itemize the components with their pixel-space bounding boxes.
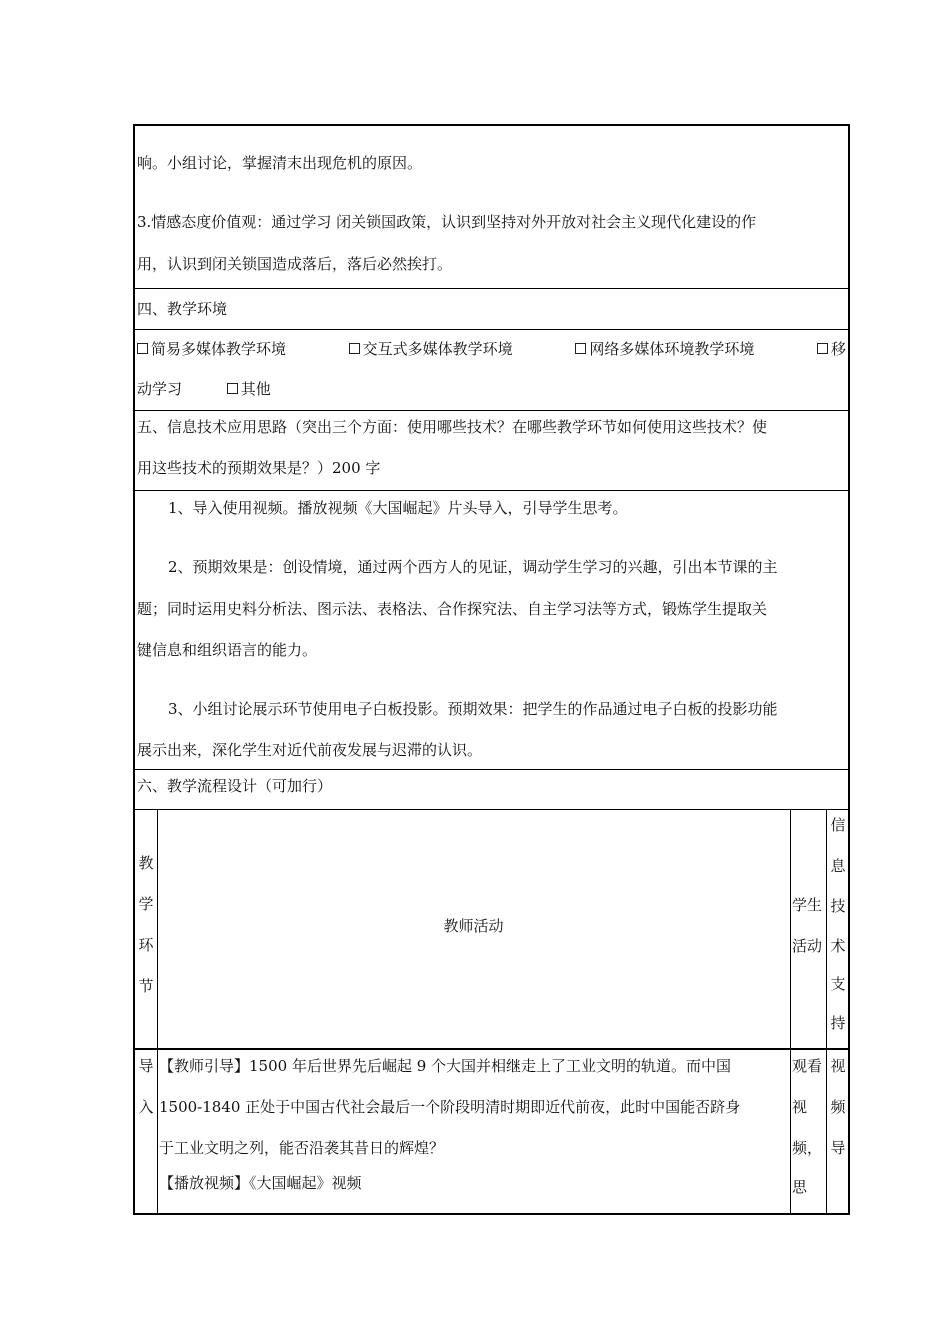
row-teacher-line-1: 【教师引导】1500 年后世界先后崛起 9 个大国并相继走上了工业文明的轨道。而中国 — [159, 1057, 732, 1075]
it-plan-heading-line-2: 用这些技术的预期效果是？）200 字 — [137, 459, 381, 477]
objectives-line-2: 3.情感态度价值观：通过学习 闭关锁国政策，认识到坚持对外开放对社会主义现代化建设的作 — [137, 213, 757, 231]
environment-heading: 四、教学环境 — [137, 300, 228, 318]
row-student-line: 视 — [792, 1098, 808, 1116]
it-plan-paragraph-3-line-1: 3、小组讨论展示环节使用电子白板投影。预期效果：把学生的作品通过电子白板的投影功能 — [168, 700, 778, 718]
row-stage-char: 导 — [138, 1057, 154, 1075]
it-plan-heading-row — [135, 411, 848, 491]
it-plan-paragraph-2-line-3: 键信息和组织语言的能力。 — [137, 641, 318, 659]
header-it-char: 息 — [830, 857, 846, 875]
flow-row-intro — [135, 1052, 848, 1213]
header-student-line-1: 学生 — [792, 896, 823, 914]
header-it-char: 持 — [830, 1014, 846, 1032]
option-other[interactable]: 其他 — [227, 378, 271, 399]
row-stage-char: 入 — [138, 1098, 154, 1116]
header-stage-char: 节 — [138, 977, 154, 995]
header-teacher-activity: 教师活动 — [443, 917, 504, 935]
row-it-char: 导 — [830, 1139, 846, 1157]
checkbox-icon[interactable] — [227, 383, 238, 394]
option-simple-multimedia[interactable]: 简易多媒体教学环境 — [137, 338, 286, 359]
header-stage-char: 教 — [138, 854, 154, 872]
it-plan-paragraph-2-line-2: 题；同时运用史料分析法、图示法、表格法、合作探究法、自主学习法等方式，锻炼学生提取关 — [137, 600, 768, 618]
header-stage-char: 环 — [138, 936, 154, 954]
flow-table — [135, 810, 848, 1213]
flow-heading: 六、教学流程设计（可加行） — [137, 777, 333, 795]
flow-header-row — [135, 810, 848, 1050]
environment-options-row — [135, 330, 848, 411]
row-teacher-line-2: 1500-1840 正处于中国古代社会最后一个阶段明清时期即近代前夜，此时中国能否跻身 — [159, 1098, 741, 1116]
it-plan-paragraph-1: 1、导入使用视频。播放视频《大国崛起》片头导入，引导学生思考。 — [168, 499, 628, 517]
header-it-char: 支 — [830, 975, 846, 993]
checkbox-icon[interactable] — [575, 343, 586, 354]
checkbox-icon[interactable] — [817, 343, 828, 354]
row-student-line: 观看 — [792, 1057, 823, 1075]
row-student-line: 思 — [792, 1178, 808, 1196]
row-it-char: 视 — [830, 1057, 846, 1075]
header-it-char: 信 — [830, 816, 846, 834]
option-network-multimedia[interactable]: 网络多媒体环境教学环境 — [575, 338, 754, 359]
option-mobile-learning[interactable]: 移 — [817, 338, 846, 359]
objectives-line-3: 用，认识到闭关锁国造成落后，落后必然挨打。 — [137, 255, 453, 273]
header-student-line-2: 活动 — [792, 937, 823, 955]
objectives-line-1: 响。小组讨论，掌握清末出现危机的原因。 — [137, 154, 423, 172]
header-it-char: 术 — [830, 937, 846, 955]
it-plan-paragraph-2-line-1: 2、预期效果是：创设情境，通过两个西方人的见证，调动学生学习的兴趣，引出本节课的主 — [168, 558, 778, 576]
row-student-line: 频， — [792, 1139, 823, 1157]
row-teacher-line-4: 【播放视频】《大国崛起》视频 — [159, 1174, 362, 1192]
row-teacher-line-3: 于工业文明之列，能否沿袭其昔日的辉煌？ — [159, 1139, 445, 1157]
it-plan-heading-line-1: 五、信息技术应用思路（突出三个方面：使用哪些技术？在哪些教学环节如何使用这些技术？使 — [137, 418, 768, 436]
checkbox-icon[interactable] — [137, 343, 148, 354]
it-plan-body — [135, 491, 848, 770]
it-plan-paragraph-3-line-2: 展示出来，深化学生对近代前夜发展与迟滞的认识。 — [137, 741, 483, 759]
option-interactive-multimedia[interactable]: 交互式多媒体教学环境 — [349, 338, 513, 359]
row-it-char: 频 — [830, 1098, 846, 1116]
flow-heading-row — [135, 770, 848, 810]
option-mobile-learning-wrap: 动学习 — [137, 380, 183, 398]
checkbox-icon[interactable] — [349, 343, 360, 354]
objectives-section — [135, 126, 848, 289]
header-stage-char: 学 — [138, 895, 154, 913]
lesson-plan-table — [133, 124, 850, 1215]
environment-heading-row — [135, 289, 848, 330]
header-it-char: 技 — [830, 897, 846, 915]
